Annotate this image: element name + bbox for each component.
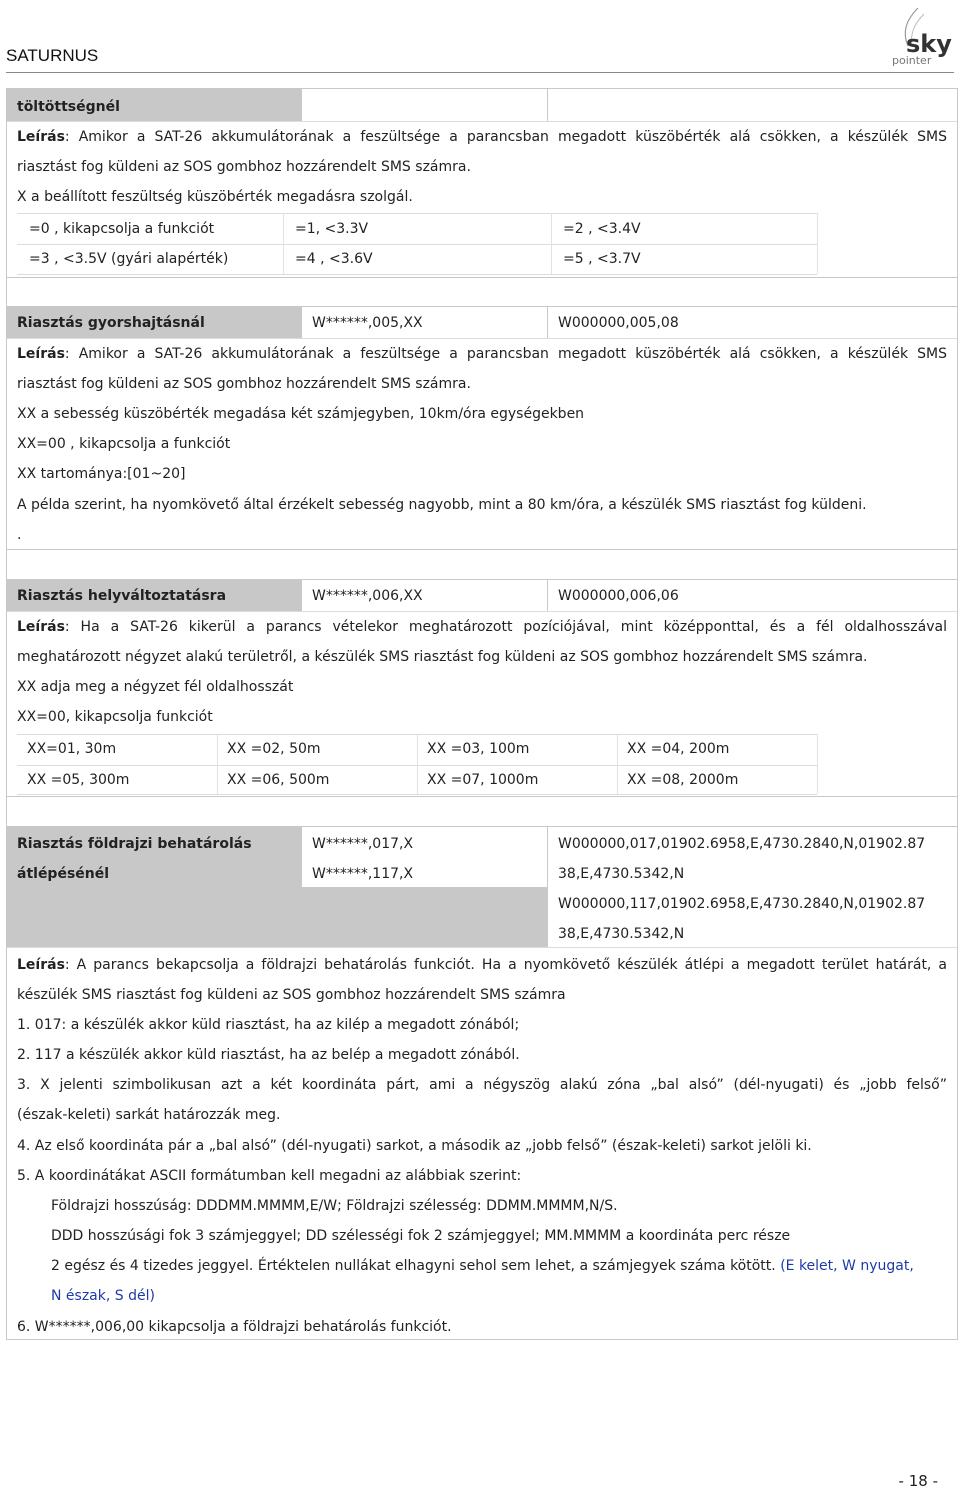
section-separator [6,796,958,827]
command-example: W000000,017,01902.6958,E,4730.2840,N,01902.87 [558,836,926,852]
cell-divider [547,580,548,611]
option-cell: XX=01, 30m [27,741,117,757]
description-line: XX tartománya:[01~20] [17,466,186,482]
command-example: W000000,006,06 [558,588,679,604]
description-label: Leírás [17,957,65,973]
description-line: X a beállított feszültség küszöbérték megadásra szolgál. [17,189,413,205]
description-label: Leírás [17,619,65,635]
direction-note: (E kelet, W nyugat, [780,1258,914,1274]
description-line: meghatározott négyzet alakú területről, a készülék SMS riasztást fog küldeni az SOS gombhoz hozzárendelt SMS számra. [17,649,868,665]
option-cell: XX =06, 500m [227,772,330,788]
description-label: Leírás [17,129,65,145]
description-line: riasztást fog küldeni az SOS gombhoz hozzárendelt SMS számra. [17,159,471,175]
options-grid-line [17,213,817,214]
list-item: 1. 017: a készülék akkor küld riasztást, ha az kilép a megadott zónából; [17,1017,520,1033]
options-grid-line [17,274,817,275]
logo-subtext: pointer [892,54,932,67]
section-separator [6,277,958,307]
option-cell: XX =04, 200m [627,741,730,757]
list-subitem: DDD hosszúsági fok 3 számjeggyel; DD szélességi fok 2 számjeggyel; MM.MMMM a koordináta perc része [51,1228,791,1244]
row-divider [7,338,957,339]
section-movement-alarm [6,579,958,797]
command-cell-shaded [301,887,547,947]
cell-divider [301,580,302,611]
section-title: töltöttségnél [17,99,120,115]
description-line: XX=00 , kikapcsolja a funkciót [17,436,231,452]
list-item: 3. X jelenti szimbolikusan azt a két koordináta párt, ami a négyszög alakú zóna „bal alsó” (dél-nyugati) és „jobb felső” [17,1077,947,1093]
description-text: : Ha a SAT-26 kikerül a parancs vételekor meghatározott pozíciójával, mint középponttal, és a fél oldalhosszával [64,619,947,635]
command-example: W000000,005,08 [558,315,679,331]
options-grid-line [283,213,284,274]
option-cell: =3 , <3.5V (gyári alapérték) [29,251,229,267]
option-cell: =1, <3.3V [295,221,369,237]
option-cell: XX =03, 100m [427,741,530,757]
cell-divider [301,827,302,947]
option-cell: XX =02, 50m [227,741,321,757]
cell-divider [547,307,548,338]
description-line: riasztást fog küldeni az SOS gombhoz hozzárendelt SMS számra. [17,376,471,392]
list-subitem: Földrajzi hosszúság: DDDMM.MMMM,E/W; Földrajzi szélesség: DDMM.MMMM,N/S. [51,1198,618,1214]
options-grid-line [551,213,552,274]
description-line: . [17,527,22,543]
list-subitem [51,1257,914,1275]
list-item: (észak-keleti) sarkát határozzák meg. [17,1107,281,1123]
options-grid-line [17,244,817,245]
description-text: : Amikor a SAT-26 akkumulátorának a feszültsége a parancsban megadott küszöbérték alá csökken, a készülék SMS [64,129,947,145]
description-line: készülék SMS riasztást fog küldeni az SOS gombhoz hozzárendelt SMS számra [17,987,566,1003]
row-divider [7,611,957,612]
description-line [17,345,947,363]
description-line: XX adja meg a négyzet fél oldalhosszát [17,679,294,695]
page-number: - 18 - [898,1472,938,1490]
description-line [17,128,947,146]
list-item: 6. W******,006,00 kikapcsolja a földrajzi behatárolás funkciót. [17,1319,452,1335]
cell-divider [547,89,548,121]
options-grid-line [217,734,218,794]
option-cell: =5 , <3.7V [563,251,641,267]
description-line: XX=00, kikapcsolja funkciót [17,709,213,725]
section-title: Riasztás helyváltoztatásra [17,588,227,604]
option-cell: XX =05, 300m [27,772,130,788]
command-syntax: W******,017,X [312,836,414,852]
options-grid-line [17,794,817,795]
command-syntax: W******,006,XX [312,588,423,604]
description-line [17,956,947,974]
subitem-text: 2 egész és 4 tizedes jeggyel. Értéktelen nullákat elhagyni sehol sem lehet, a számjegyek száma kötött. [51,1258,776,1274]
list-item: 2. 117 a készülék akkor küld riasztást, ha az belép a megadott zónából. [17,1047,520,1063]
section-separator [6,549,958,580]
list-item: 4. Az első koordináta pár a „bal alsó” (dél-nyugati) sarkot, a második az „jobb felső” (észak-keleti) sarkot jelöli ki. [17,1138,812,1154]
description-text: : A parancs bekapcsolja a földrajzi behatárolás funkciót. Ha a nyomkövető készülék átlépi a megadott terület határát, a [64,957,947,973]
description-line: XX a sebesség küszöbérték megadása két számjegyben, 10km/óra egységekben [17,406,585,422]
sky-pointer-logo [880,2,952,68]
list-item: 5. A koordinátákat ASCII formátumban kell megadni az alábbiak szerint: [17,1168,522,1184]
description-text: : Amikor a SAT-26 akkumulátorának a feszültsége a parancsban megadott küszöbérték alá csökken, a készülék SMS [64,346,947,362]
options-grid-line [817,734,818,794]
option-cell: =0 , kikapcsolja a funkciót [29,221,215,237]
options-grid-line [617,734,618,794]
direction-note: N észak, S dél) [51,1288,155,1304]
description-line: A példa szerint, ha nyomkövető által érzékelt sebesség nagyobb, mint a 80 km/óra, a készülék SMS riasztást fog küldeni. [17,497,867,513]
option-cell: =4 , <3.6V [295,251,373,267]
logo-text: sky [906,30,952,58]
header-rule [6,72,954,73]
section-title: átlépésénél [17,866,110,882]
description-line [17,618,947,636]
command-example: 38,E,4730.5342,N [558,866,685,882]
options-grid-line [417,734,418,794]
command-syntax: W******,005,XX [312,315,423,331]
option-cell: =2 , <3.4V [563,221,641,237]
cell-divider [547,827,548,947]
section-title: Riasztás gyorshajtásnál [17,315,205,331]
section-battery-alarm [6,88,958,278]
cell-divider [301,89,302,121]
document-header-title: SATURNUS [6,46,99,65]
command-example: W000000,117,01902.6958,E,4730.2840,N,01902.87 [558,896,926,912]
command-syntax: W******,117,X [312,866,414,882]
row-divider [7,121,957,122]
section-geofence-alarm [6,826,958,1340]
row-divider [7,947,957,948]
cell-divider [301,307,302,338]
option-cell: XX =07, 1000m [427,772,539,788]
description-label: Leírás [17,346,65,362]
section-title: Riasztás földrajzi behatárolás [17,836,252,852]
section-speeding-alarm [6,306,958,550]
option-cell: XX =08, 2000m [627,772,739,788]
command-example: 38,E,4730.5342,N [558,926,685,942]
options-grid-line [817,213,818,274]
